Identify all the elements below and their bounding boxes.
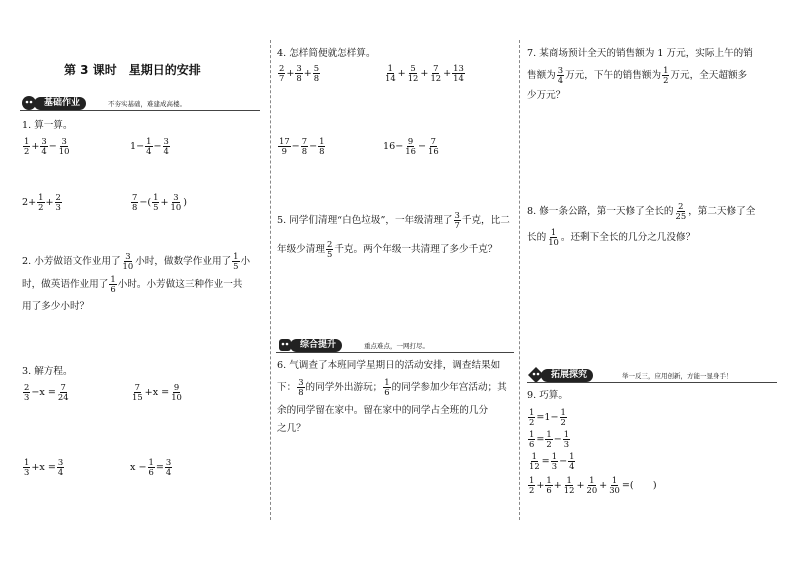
- q4-expr-4: 16− $\frac{9}{16}$ − $\frac{7}{16}$: [383, 136, 439, 156]
- q8-line-1: 8. 修一条公路，第一天修了全长的 $\frac{2}{25}$ ，第二天修了全: [527, 201, 756, 221]
- section-motto: 不夯实基础，难建成高楼。: [108, 100, 186, 108]
- q9-row-2: $\frac{1}{6}$ = $\frac{1}{2}$ − $\frac{1}{3}$: [529, 429, 570, 449]
- q1-expr-3: 2+ $\frac{1}{2}$ + $\frac{2}{3}$: [22, 192, 61, 212]
- q1-expr-4: $\frac{7}{8}$ −( $\frac{1}{5}$ + $\frac{3}{10}$ ): [132, 192, 187, 212]
- section-banner-extension: [527, 368, 777, 384]
- section-banner-basic: [20, 96, 260, 112]
- section-label: 基础作业: [34, 97, 86, 110]
- q4-expr-1: $\frac{2}{7}$ + $\frac{3}{8}$ + $\frac{5}{8}$: [279, 63, 320, 83]
- q9-label: 9. 巧算。: [527, 390, 568, 401]
- q2-line-3: 用了多少小时？: [22, 301, 90, 312]
- q3-eq-1: $\frac{2}{3}$ −x = $\frac{7}{24}$: [24, 382, 69, 402]
- q1-label: 1. 算一算。: [22, 120, 73, 131]
- q4-expr-3: $\frac{17}{9}$ − $\frac{7}{8}$ − $\frac{1}{8}$: [279, 136, 325, 156]
- section-label: 综合提升: [290, 339, 342, 352]
- q8-line-2: 长的 $\frac{1}{10}$ 。还剩下全长的几分之几没修？: [527, 227, 696, 247]
- q2-line-1: 2. 小芳做语文作业用了 $\frac{3}{10}$ 小时，做数学作业用了 $\frac{1}{5}$ 小: [22, 251, 251, 271]
- q5-line-2: 年级少清理 $\frac{2}{5}$ 千克。两个年级一共清理了多少千克？: [277, 239, 498, 259]
- q1-expr-1: $\frac{1}{2}$ + $\frac{3}{4}$ − $\frac{3}{10}$: [24, 136, 70, 156]
- page-title: 第 3 课时 星期日的安排: [64, 63, 201, 77]
- q9-row-1: $\frac{1}{2}$ =1− $\frac{1}{2}$: [529, 407, 566, 427]
- q6-line-2: 下： $\frac{3}{8}$ 的同学外出游玩； $\frac{1}{6}$ 的同学参加少年宫活动；其: [277, 377, 507, 397]
- q7-line-3: 少万元？: [527, 90, 566, 101]
- column-divider-1: [270, 40, 271, 520]
- column-divider-2: [519, 40, 520, 520]
- section-motto: 重点难点，一网打尽。: [364, 342, 429, 350]
- section-label: 拓展探究: [541, 369, 593, 382]
- q7-line-2: 售额为 $\frac{3}{4}$ 万元，下午的销售额为 $\frac{1}{2}$ 万元，全天超额多: [527, 65, 748, 85]
- q3-eq-3: $\frac{1}{3}$ +x = $\frac{3}{4}$: [24, 457, 64, 477]
- q4-expr-2: $\frac{1}{14}$ + $\frac{5}{12}$ + $\frac{7}{12}$ + $\frac{13}{14}$: [385, 63, 464, 83]
- q7-line-1: 7. 某商场预计全天的销售额为 1 万元，实际上午的销: [527, 48, 753, 59]
- q9-row-4: $\frac{1}{2}$ + $\frac{1}{6}$ + $\frac{1}{12}$ + $\frac{1}{20}$ + $\frac{1}{30}$ =( ): [529, 475, 657, 495]
- q4-label: 4. 怎样简便就怎样算。: [277, 48, 376, 59]
- q3-eq-2: $\frac{7}{15}$ +x = $\frac{9}{10}$: [132, 382, 182, 402]
- q1-expr-2: 1− $\frac{1}{4}$ − $\frac{3}{4}$: [130, 136, 169, 156]
- section-banner-comprehensive: [276, 338, 514, 354]
- q9-row-3: $\frac{1}{12}$ = $\frac{1}{3}$ − $\frac{1}{4}$: [529, 451, 575, 471]
- section-motto: 举一反三，应用创新，方能一显身手！: [622, 372, 733, 380]
- q2-line-2: 时，做英语作业用了 $\frac{1}{6}$ 小时。小芳做这三种作业一共: [22, 274, 243, 294]
- q5-line-1: 5. 同学们清理“白色垃圾”，一年级清理了 $\frac{3}{7}$ 千克，比二: [277, 210, 510, 230]
- q3-eq-4: x − $\frac{1}{6}$ = $\frac{3}{4}$: [130, 457, 172, 477]
- q6-line-3: 余的同学留在家中。留在家中的同学占全班的几分: [277, 405, 489, 416]
- q6-line-1: 6. 气调查了本班同学星期日的活动安排，调查结果如: [277, 360, 501, 371]
- q6-line-4: 之几？: [277, 423, 306, 434]
- q3-label: 3. 解方程。: [22, 366, 73, 377]
